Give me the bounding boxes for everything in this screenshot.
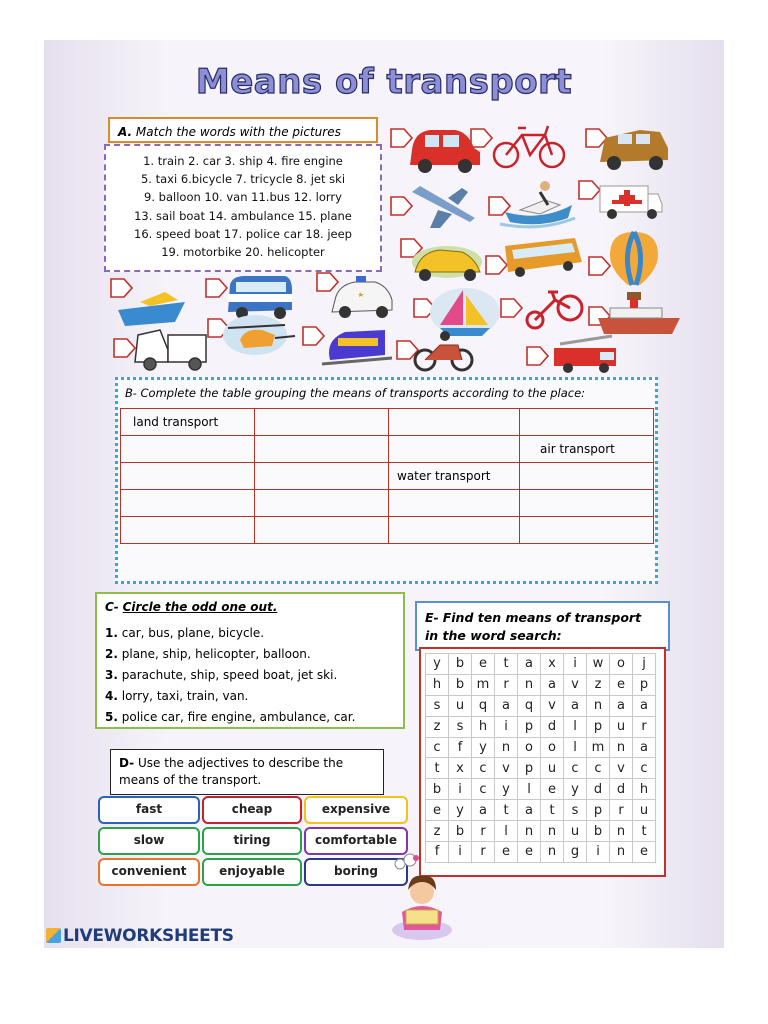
grid-letter[interactable]: e xyxy=(518,842,541,863)
grid-letter[interactable]: o xyxy=(518,737,541,758)
grid-letter[interactable]: x xyxy=(449,758,472,779)
grid-letter[interactable]: n xyxy=(610,842,633,863)
grid-letter[interactable]: o xyxy=(541,737,564,758)
grid-letter[interactable]: i xyxy=(449,842,472,863)
item-text: lorry, taxi, train, van. xyxy=(121,689,249,703)
item-text: plane, ship, helicopter, balloon. xyxy=(121,647,311,661)
word-list-line: 5. taxi 6.bicycle 7. tricycle 8. jet ski xyxy=(140,172,346,187)
grid-letter[interactable]: b xyxy=(449,674,472,695)
table-cell[interactable] xyxy=(255,463,389,490)
word-list xyxy=(104,144,382,272)
table-cell[interactable] xyxy=(389,490,520,517)
section-e-instruction-2: in the word search: xyxy=(425,628,562,643)
grid-letter[interactable]: c xyxy=(587,758,610,779)
grid-letter[interactable]: p xyxy=(587,716,610,737)
grid-letter[interactable]: c xyxy=(426,737,449,758)
item-number: 3. xyxy=(105,668,118,682)
grid-letter[interactable]: e xyxy=(610,674,633,695)
table-cell[interactable] xyxy=(520,517,654,544)
table-cell[interactable] xyxy=(121,490,255,517)
grid-letter[interactable]: n xyxy=(518,821,541,842)
section-c-box xyxy=(95,592,405,729)
adjective-comfortable[interactable]: comfortable xyxy=(304,827,408,855)
grid-row xyxy=(426,654,656,675)
item-number: 2. xyxy=(105,647,118,661)
grid-letter[interactable]: m xyxy=(587,737,610,758)
section-e-heading xyxy=(415,601,670,651)
grid-letter[interactable]: m xyxy=(472,674,495,695)
grid-letter[interactable]: a xyxy=(633,695,656,716)
logo-icon xyxy=(46,928,61,943)
table-cell[interactable] xyxy=(520,490,654,517)
grid-letter[interactable]: d xyxy=(610,779,633,800)
grid-letter[interactable]: a xyxy=(541,674,564,695)
table-cell: land transport xyxy=(121,409,255,436)
item-number: 1. xyxy=(105,626,118,640)
grid-letter[interactable]: y xyxy=(564,779,587,800)
section-b-letter: B- xyxy=(125,386,137,400)
grid-letter[interactable]: e xyxy=(541,779,564,800)
item-text: parachute, ship, speed boat, jet ski. xyxy=(121,668,338,682)
grid-letter[interactable]: p xyxy=(518,758,541,779)
grid-letter[interactable]: a xyxy=(564,695,587,716)
word-list-line: 13. sail boat 14. ambulance 15. plane xyxy=(134,208,352,223)
section-c-instruction: Circle the odd one out. xyxy=(122,600,278,614)
grid-letter[interactable]: v xyxy=(495,758,518,779)
grid-letter[interactable]: a xyxy=(518,654,541,675)
section-e-letter: E- xyxy=(425,610,439,625)
section-d-instruction: Use the adjectives to describe the means of the transport. xyxy=(119,756,344,787)
grid-row xyxy=(426,716,656,737)
grid-letter[interactable]: f xyxy=(426,842,449,863)
grid-letter[interactable]: t xyxy=(495,654,518,675)
grid-letter[interactable]: x xyxy=(541,654,564,675)
liveworksheets-logo xyxy=(46,926,234,946)
grid-letter[interactable]: v xyxy=(541,695,564,716)
grid-letter[interactable]: y xyxy=(449,800,472,821)
grid-letter[interactable]: i xyxy=(564,654,587,675)
table-cell[interactable] xyxy=(121,436,255,463)
grid-letter[interactable]: v xyxy=(610,758,633,779)
word-search-table xyxy=(425,653,656,863)
odd-one-out-item[interactable] xyxy=(105,668,337,682)
item-number: 4. xyxy=(105,689,118,703)
odd-one-out-item[interactable] xyxy=(105,710,355,724)
grid-letter[interactable]: v xyxy=(564,674,587,695)
grid-letter[interactable]: n xyxy=(610,821,633,842)
section-c-heading xyxy=(105,600,277,614)
grid-letter[interactable]: e xyxy=(472,654,495,675)
word-list-line: 16. speed boat 17. police car 18. jeep xyxy=(134,226,352,241)
odd-one-out-item[interactable] xyxy=(105,689,248,703)
word-list-line: 9. balloon 10. van 11.bus 12. lorry xyxy=(144,190,342,205)
grid-row xyxy=(426,674,656,695)
grid-letter[interactable]: d xyxy=(541,716,564,737)
grid-letter[interactable]: i xyxy=(449,779,472,800)
odd-one-out-item[interactable] xyxy=(105,626,264,640)
grid-letter[interactable]: s xyxy=(449,716,472,737)
section-b-heading xyxy=(125,386,585,400)
grid-letter[interactable]: t xyxy=(426,758,449,779)
adjective-enjoyable[interactable]: enjoyable xyxy=(202,858,302,886)
grid-letter[interactable]: b xyxy=(449,821,472,842)
reading-girl-icon xyxy=(380,852,460,942)
adjective-cheap[interactable]: cheap xyxy=(202,796,302,824)
adjective-fast[interactable]: fast xyxy=(98,796,200,824)
section-d-heading xyxy=(110,749,384,795)
word-list-line: 1. train 2. car 3. ship 4. fire engine xyxy=(143,154,343,168)
grid-letter[interactable]: u xyxy=(541,758,564,779)
grid-letter[interactable]: r xyxy=(472,842,495,863)
grid-letter[interactable]: h xyxy=(472,716,495,737)
grid-letter[interactable]: a xyxy=(633,737,656,758)
grid-letter[interactable]: u xyxy=(633,800,656,821)
grid-letter[interactable]: l xyxy=(518,779,541,800)
logo-text: LIVEWORKSHEETS xyxy=(63,926,234,946)
grid-letter[interactable]: n xyxy=(587,695,610,716)
grid-letter[interactable]: h xyxy=(633,779,656,800)
table-cell[interactable] xyxy=(255,517,389,544)
grid-letter[interactable]: j xyxy=(633,654,656,675)
grid-row xyxy=(426,779,656,800)
grid-letter[interactable]: q xyxy=(472,695,495,716)
grid-letter[interactable]: a xyxy=(610,695,633,716)
grid-letter[interactable]: b xyxy=(426,779,449,800)
table-cell[interactable] xyxy=(255,490,389,517)
table-cell[interactable] xyxy=(255,409,389,436)
grid-letter[interactable]: o xyxy=(610,654,633,675)
grid-letter[interactable]: d xyxy=(587,779,610,800)
item-number: 5. xyxy=(105,710,118,724)
grid-row xyxy=(426,821,656,842)
grid-letter[interactable]: h xyxy=(426,674,449,695)
grid-letter[interactable]: t xyxy=(633,821,656,842)
grid-row xyxy=(426,737,656,758)
section-a-heading xyxy=(108,117,378,143)
section-d-letter: D- xyxy=(119,756,135,770)
grid-letter[interactable]: s xyxy=(564,800,587,821)
grid-letter[interactable]: t xyxy=(495,800,518,821)
word-search-grid xyxy=(419,647,666,877)
grid-letter[interactable]: r xyxy=(633,716,656,737)
grid-letter[interactable]: l xyxy=(564,737,587,758)
section-b-instruction: Complete the table grouping the means of transports according to the place: xyxy=(140,386,586,400)
section-e-instruction: Find ten means of transport xyxy=(442,610,642,625)
grid-letter[interactable]: p xyxy=(587,800,610,821)
grid-letter[interactable]: p xyxy=(518,716,541,737)
grid-letter[interactable]: e xyxy=(495,842,518,863)
adjective-convenient[interactable]: convenient xyxy=(98,858,200,886)
grid-letter[interactable]: a xyxy=(472,800,495,821)
grid-letter[interactable]: l xyxy=(495,821,518,842)
item-text: car, bus, plane, bicycle. xyxy=(121,626,265,640)
adjective-slow[interactable]: slow xyxy=(98,827,200,855)
grid-letter[interactable]: l xyxy=(564,716,587,737)
adjective-boring[interactable]: boring xyxy=(304,858,408,886)
grid-letter[interactable]: r xyxy=(495,674,518,695)
grid-letter[interactable]: z xyxy=(587,674,610,695)
grid-row xyxy=(426,695,656,716)
table-cell[interactable] xyxy=(121,463,255,490)
grid-letter[interactable]: y xyxy=(426,654,449,675)
grid-row xyxy=(426,758,656,779)
grid-letter[interactable]: y xyxy=(495,779,518,800)
grid-row xyxy=(426,842,656,863)
adjective-tiring[interactable]: tiring xyxy=(202,827,302,855)
grid-row xyxy=(426,800,656,821)
grid-letter[interactable]: z xyxy=(426,716,449,737)
table-cell[interactable] xyxy=(389,517,520,544)
grid-letter[interactable]: e xyxy=(633,842,656,863)
grid-letter[interactable]: r xyxy=(610,800,633,821)
grid-letter[interactable]: y xyxy=(472,737,495,758)
table-cell[interactable] xyxy=(389,409,520,436)
grid-letter[interactable]: e xyxy=(426,800,449,821)
grid-letter[interactable]: i xyxy=(495,716,518,737)
grid-letter[interactable]: q xyxy=(518,695,541,716)
adjective-expensive[interactable]: expensive xyxy=(304,796,408,824)
table-cell: water transport xyxy=(389,463,520,490)
grid-letter[interactable]: b xyxy=(449,654,472,675)
grid-letter[interactable]: f xyxy=(449,737,472,758)
grid-letter[interactable]: r xyxy=(472,821,495,842)
table-cell: air transport xyxy=(520,436,654,463)
odd-one-out-item[interactable] xyxy=(105,647,311,661)
grid-letter[interactable]: t xyxy=(541,800,564,821)
page-title: Means of transport xyxy=(195,62,573,102)
grid-letter[interactable]: w xyxy=(587,654,610,675)
section-c-letter: C- xyxy=(105,600,119,614)
table-cell[interactable] xyxy=(520,463,654,490)
grid-letter[interactable]: c xyxy=(472,758,495,779)
grid-letter[interactable]: i xyxy=(587,842,610,863)
grid-letter[interactable]: n xyxy=(541,821,564,842)
grid-letter[interactable]: s xyxy=(426,695,449,716)
grid-letter[interactable]: g xyxy=(564,842,587,863)
grid-letter[interactable]: c xyxy=(472,779,495,800)
grid-letter[interactable]: p xyxy=(633,674,656,695)
grid-letter[interactable]: c xyxy=(564,758,587,779)
grid-letter[interactable]: z xyxy=(426,821,449,842)
table-cell[interactable] xyxy=(520,409,654,436)
section-a-instruction: Match the words with the pictures xyxy=(135,125,341,139)
word-list-line: 19. motorbike 20. helicopter xyxy=(161,245,325,260)
grid-letter[interactable]: c xyxy=(633,758,656,779)
grid-letter[interactable]: u xyxy=(449,695,472,716)
grid-letter[interactable]: u xyxy=(564,821,587,842)
table-cell[interactable] xyxy=(389,436,520,463)
grid-letter[interactable]: n xyxy=(518,674,541,695)
grid-letter[interactable]: n xyxy=(610,737,633,758)
grouping-table xyxy=(120,408,654,544)
grid-letter[interactable]: n xyxy=(495,737,518,758)
section-a-letter: A. xyxy=(118,125,133,139)
grid-letter[interactable]: a xyxy=(495,695,518,716)
item-text: police car, fire engine, ambulance, car. xyxy=(121,710,356,724)
grid-letter[interactable]: u xyxy=(610,716,633,737)
grid-letter[interactable]: b xyxy=(587,821,610,842)
grid-letter[interactable]: n xyxy=(541,842,564,863)
grid-letter[interactable]: a xyxy=(518,800,541,821)
table-cell[interactable] xyxy=(121,517,255,544)
table-cell[interactable] xyxy=(255,436,389,463)
